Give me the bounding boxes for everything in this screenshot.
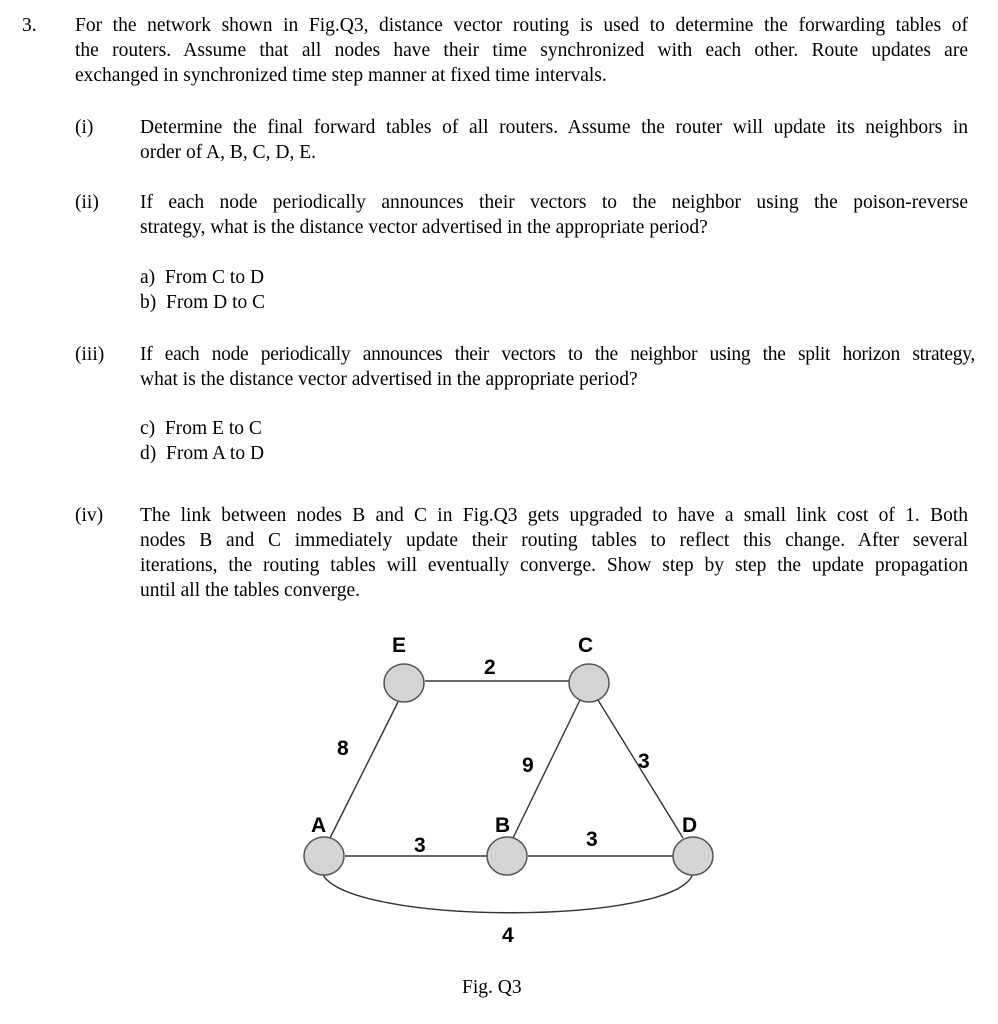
cost-c-d: 3: [638, 750, 650, 773]
part-ii-label: (ii): [75, 192, 99, 213]
node-a: [304, 837, 344, 875]
figure-caption: Fig. Q3: [462, 977, 522, 998]
link-a-d: [322, 873, 693, 913]
part-iii-line-2: what is the distance vector advertised in the appropriate period?: [140, 369, 638, 390]
cost-b-c: 9: [522, 754, 534, 777]
question-number: 3.: [22, 15, 37, 36]
cost-a-e: 8: [337, 737, 349, 760]
node-label-e: E: [392, 634, 407, 657]
part-i-line-1: Determine the final forward tables of all routers. Assume the router will update its neighbors in: [140, 117, 968, 138]
node-label-d: D: [682, 814, 698, 837]
intro-line-3: exchanged in synchronized time step manner at fixed time intervals.: [75, 65, 607, 86]
part-iv-line-3: iterations, the routing tables will eventually converge. Show step by step the update propagation: [140, 555, 968, 576]
node-b: [487, 837, 527, 875]
part-ii-line-1: If each node periodically announces their vectors to the neighbor using the poison-reverse: [140, 192, 968, 213]
part-iii-subitem-c: c) From E to C: [140, 418, 262, 439]
cost-a-b: 3: [414, 834, 426, 857]
cost-e-c: 2: [484, 656, 496, 679]
part-ii-line-2: strategy, what is the distance vector advertised in the appropriate period?: [140, 217, 708, 238]
part-i-label: (i): [75, 117, 94, 138]
part-i-line-2: order of A, B, C, D, E.: [140, 142, 317, 163]
part-iv-line-2: nodes B and C immediately update their routing tables to reflect this change. After several: [140, 530, 968, 551]
node-c: [569, 664, 609, 702]
part-iv-line-1: The link between nodes B and C in Fig.Q3 gets upgraded to have a small link cost of 1. Both: [140, 505, 968, 526]
intro-line-1: For the network shown in Fig.Q3, distance vector routing is used to determine the forwarding tables of: [75, 15, 968, 36]
part-iii-line-1: If each node periodically announces their vectors to the neighbor using the split horizon strategy,: [140, 344, 975, 365]
node-e: [384, 664, 424, 702]
intro-line-2: the routers. Assume that all nodes have their time synchronized with each other. Route updates are: [75, 40, 968, 61]
node-label-a: A: [311, 814, 327, 837]
part-iv-line-4: until all the tables converge.: [140, 580, 361, 601]
part-ii-subitem-b: b) From D to C: [140, 292, 266, 313]
part-iv-label: (iv): [75, 505, 104, 526]
link-a-e: [330, 702, 398, 838]
node-label-c: C: [578, 634, 594, 657]
part-iii-subitem-d: d) From A to D: [140, 443, 265, 464]
node-d: [673, 837, 713, 875]
cost-a-d: 4: [502, 924, 514, 947]
cost-b-d: 3: [586, 828, 598, 851]
part-ii-subitem-a: a) From C to D: [140, 267, 265, 288]
node-label-b: B: [495, 814, 511, 837]
part-iii-label: (iii): [75, 344, 105, 365]
